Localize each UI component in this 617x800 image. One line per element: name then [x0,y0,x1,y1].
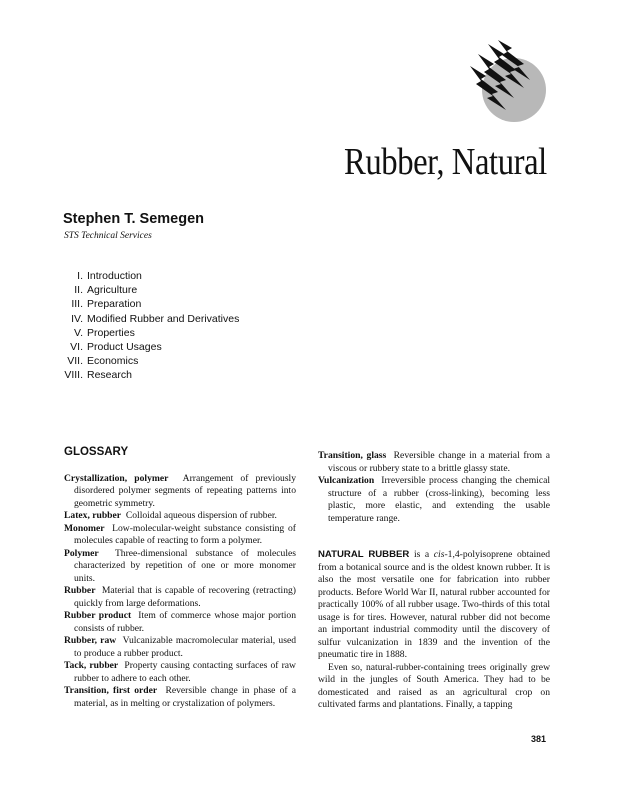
glossary-entry [64,585,296,610]
intro-text-b: -1,4-polyisoprene obtained from a botanical source and is the oldest known rubber. It is also the most versatile one for fabrication into rubber products. Before World War II, natural rubber accounted for practically 100% of all rubber usage. Two-thirds of this total usage is for tires. However, natural rubber did not become an important industrial commodity until the discovery of sulfur vulcanization in 1839 and the invention of the pneumatic tire in 1888. [318,549,551,660]
glossary-term: Crystallization, polymer [64,472,169,484]
glossary-entry [64,510,296,523]
article-title: Rubber, Natural [344,141,547,183]
intro-lead: NATURAL RUBBER [318,549,410,560]
toc-item [64,340,239,354]
toc-item [64,368,239,382]
toc-number: VII. [67,355,83,368]
glossary-entry [64,610,296,635]
toc-number: VI. [70,341,83,354]
glossary-term: Rubber, raw [64,635,117,646]
table-of-contents [64,269,239,383]
intro-italic: cis [433,549,445,560]
right-column [318,450,550,712]
glossary-entry [64,685,297,710]
glossary-entry [318,450,551,475]
intro-text-a: is a [409,549,434,560]
glossary-definition: Arrangement of previously disordered polymer segments of repeating patterns into geometric symmetry. [74,472,297,509]
toc-number: V. [74,326,83,339]
glossary-term: Polymer [64,547,99,559]
glossary-entry [64,472,297,511]
glossary-term: Latex, rubber [64,510,122,521]
glossary-definition: Item of commerce whose major portion consists of rubber. [74,610,296,634]
toc-label: Preparation [87,298,142,311]
glossary-definition: Reversible change in a material from a viscous or rubbery state to a brittle glassy state. [328,450,551,474]
toc-item [64,269,239,283]
body-paragraph: Even so, natural-rubber-containing trees originally grew wild in the jungles of South America. They had to be domesticated and raised as an agricultural crop on cultivated farms and plantations. Finally, a tapping [318,661,550,710]
encyclopedia-logo [466,40,550,124]
page-number: 381 [530,734,546,744]
glossary-definition: Property causing contacting surfaces of raw rubber to adhere to each other. [74,660,296,684]
glossary-entry [318,475,551,525]
glossary-entry [64,635,296,660]
glossary-term: Rubber [64,585,96,596]
toc-label: Product Usages [87,341,162,354]
glossary-term: Transition, glass [318,450,387,461]
glossary-definition: Material that is capable of recovering (retracting) quickly from large deformations. [74,585,296,609]
left-column [64,446,296,710]
toc-label: Agriculture [87,284,138,297]
toc-item [64,312,239,326]
toc-label: Modified Rubber and Derivatives [87,312,240,325]
glossary-term: Monomer [64,522,105,534]
toc-number: II. [74,284,83,297]
toc-label: Research [87,369,132,382]
toc-label: Economics [87,355,139,368]
toc-item [64,326,239,340]
toc-label: Introduction [87,270,142,282]
toc-item [64,354,239,368]
glossary-definition: Three-dimensional substance of molecules characterized by repetition of one or more monomer units. [74,547,297,584]
glossary-term: Transition, first order [64,685,158,696]
glossary-definition: Reversible change in phase of a material, as in melting or crystalization of polymers. [74,685,297,709]
glossary-definition: Low-molecular-weight substance consisting of molecules capable of reacting to form a polymer. [74,522,296,546]
glossary-entry [64,547,297,586]
author-affiliation: STS Technical Services [64,231,152,241]
glossary-term: Rubber product [64,610,132,621]
intro-paragraph [318,549,550,662]
author-name: Stephen T. Semegen [63,211,205,227]
glossary-definition: Irreversible process changing the chemical structure of a rubber (cross-linking), becoming less plastic, more elastic, and extending the usable temperature range. [328,475,551,524]
toc-number: III. [71,298,83,311]
toc-label: Properties [87,326,135,339]
toc-number: IV. [71,312,83,325]
toc-item [64,283,239,297]
glossary-entry [64,660,296,685]
glossary-definition: Vulcanizable macromolecular material, used to produce a rubber product. [74,635,296,659]
glossary-heading: GLOSSARY [64,446,129,458]
toc-item [64,297,239,311]
toc-number: I. [77,270,83,282]
glossary-entry [64,522,296,548]
glossary-term: Vulcanization [318,475,375,486]
glossary-definition: Colloidal aqueous dispersion of rubber. [125,510,277,521]
toc-number: VIII. [64,369,83,382]
glossary-term: Tack, rubber [64,660,119,671]
